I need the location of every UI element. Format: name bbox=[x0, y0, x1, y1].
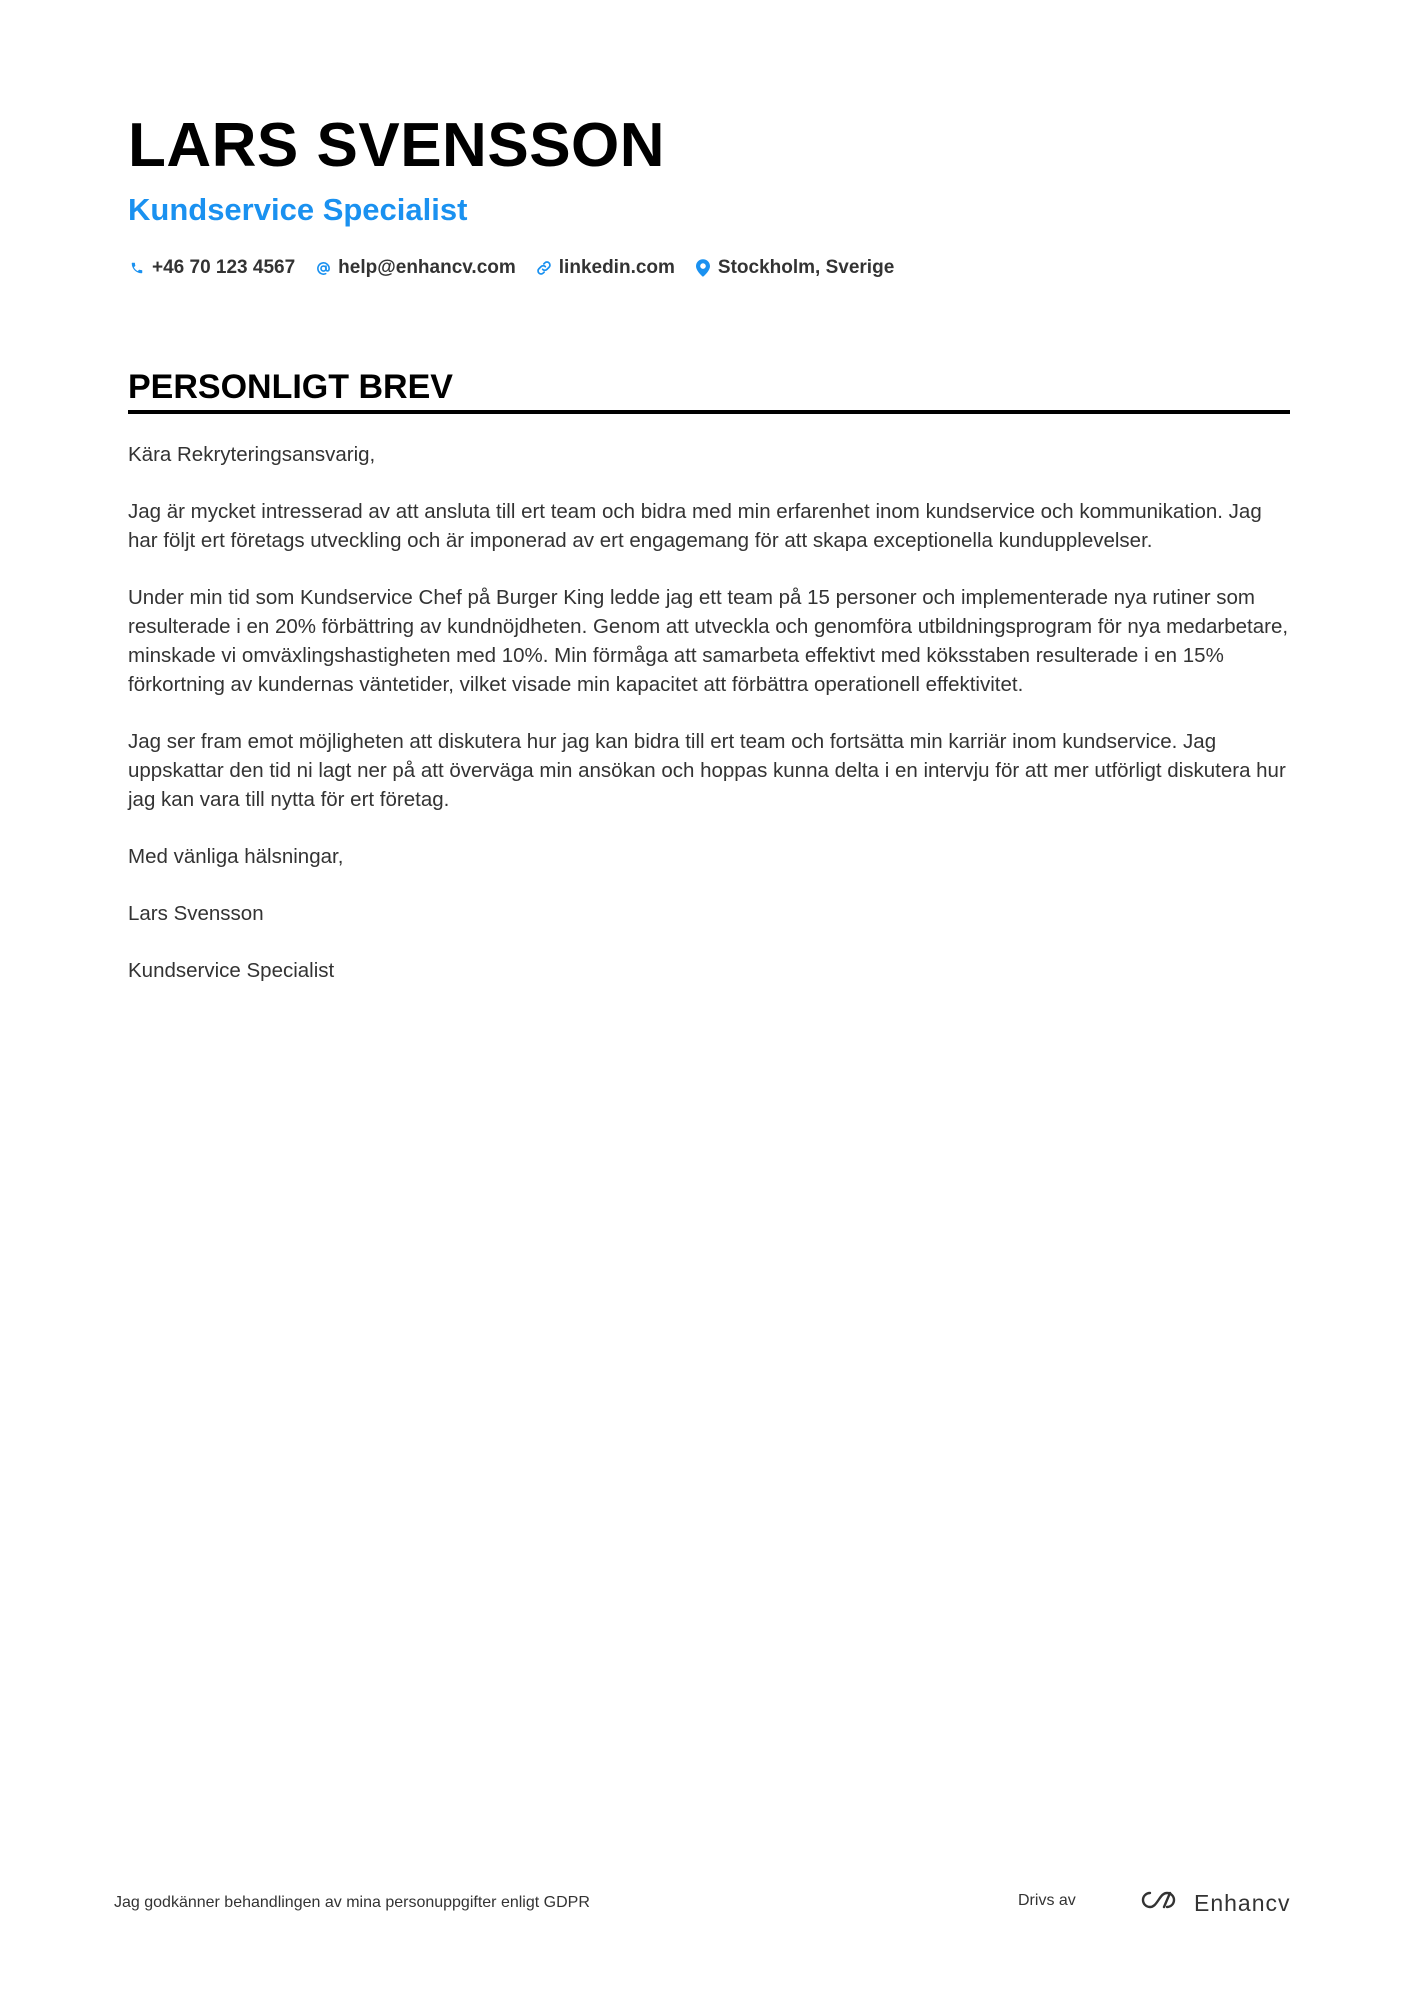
link-icon bbox=[535, 258, 553, 278]
brand-name: Enhancv bbox=[1194, 1889, 1291, 1916]
contact-email bbox=[314, 254, 516, 282]
gdpr-consent-text: Jag godkänner behandlingen av mina personuppgifter enligt GDPR bbox=[114, 1894, 590, 1911]
brand-logo[interactable] bbox=[1138, 1888, 1291, 1917]
applicant-job-title: Kundservice Specialist bbox=[128, 192, 468, 227]
contact-email-text: help@enhancv.com bbox=[338, 257, 516, 278]
location-pin-icon bbox=[694, 258, 712, 278]
letter-body bbox=[128, 440, 1290, 1013]
letter-greeting: Kära Rekryteringsansvarig, bbox=[128, 443, 376, 466]
letter-closing: Med vänliga hälsningar, bbox=[128, 845, 344, 868]
enhancv-logo-icon bbox=[1138, 1888, 1184, 1917]
contact-linkedin bbox=[535, 254, 675, 282]
contact-phone bbox=[128, 254, 295, 282]
letter-paragraph: Jag är mycket intresserad av att ansluta till ert team och bidra med min erfarenhet inom kundservice och kommunikation. Jag har följt ert företags utveckling och är imponerad av ert engagemang för att skapa exceptionella kundupplevelser. bbox=[128, 500, 1262, 552]
contact-linkedin-text: linkedin.com bbox=[558, 257, 675, 278]
applicant-name: LARS SVENSSON bbox=[128, 111, 666, 180]
section-divider bbox=[128, 410, 1290, 414]
powered-by-label: Drivs av bbox=[1018, 1892, 1076, 1909]
contact-location bbox=[694, 254, 894, 282]
signature-name: Lars Svensson bbox=[128, 902, 264, 925]
at-icon bbox=[314, 258, 332, 278]
letter-paragraph: Under min tid som Kundservice Chef på Burger King ledde jag ett team på 15 personer och implementerade nya rutiner som resulterade i en 20% förbättring av kundnöjdheten. Genom att utveckla och genomföra utbildningsprogram för nya medarbetare, minskade vi omväxlingshastigheten med 10%. Min förmåga att samarbeta effektivt med köksstaben resulterade i en 15% förkortning av kundernas väntetider, vilket visade min kapacitet att förbättra operationell effektivitet. bbox=[128, 586, 1289, 696]
contact-bar bbox=[128, 254, 913, 282]
contact-phone-text: +46 70 123 4567 bbox=[152, 257, 296, 278]
phone-icon bbox=[128, 258, 146, 278]
signature-title: Kundservice Specialist bbox=[128, 959, 335, 982]
contact-location-text: Stockholm, Sverige bbox=[717, 257, 895, 278]
letter-paragraph: Jag ser fram emot möjligheten att diskutera hur jag kan bidra till ert team och fortsätta min karriär inom kundservice. Jag uppskattar den tid ni lagt ner på att överväga min ansökan och hoppas kunna delta i en intervju för att mer utförligt diskutera hur jag kan vara till nytta för ert företag. bbox=[128, 730, 1286, 811]
section-title: PERSONLIGT BREV bbox=[128, 368, 453, 406]
